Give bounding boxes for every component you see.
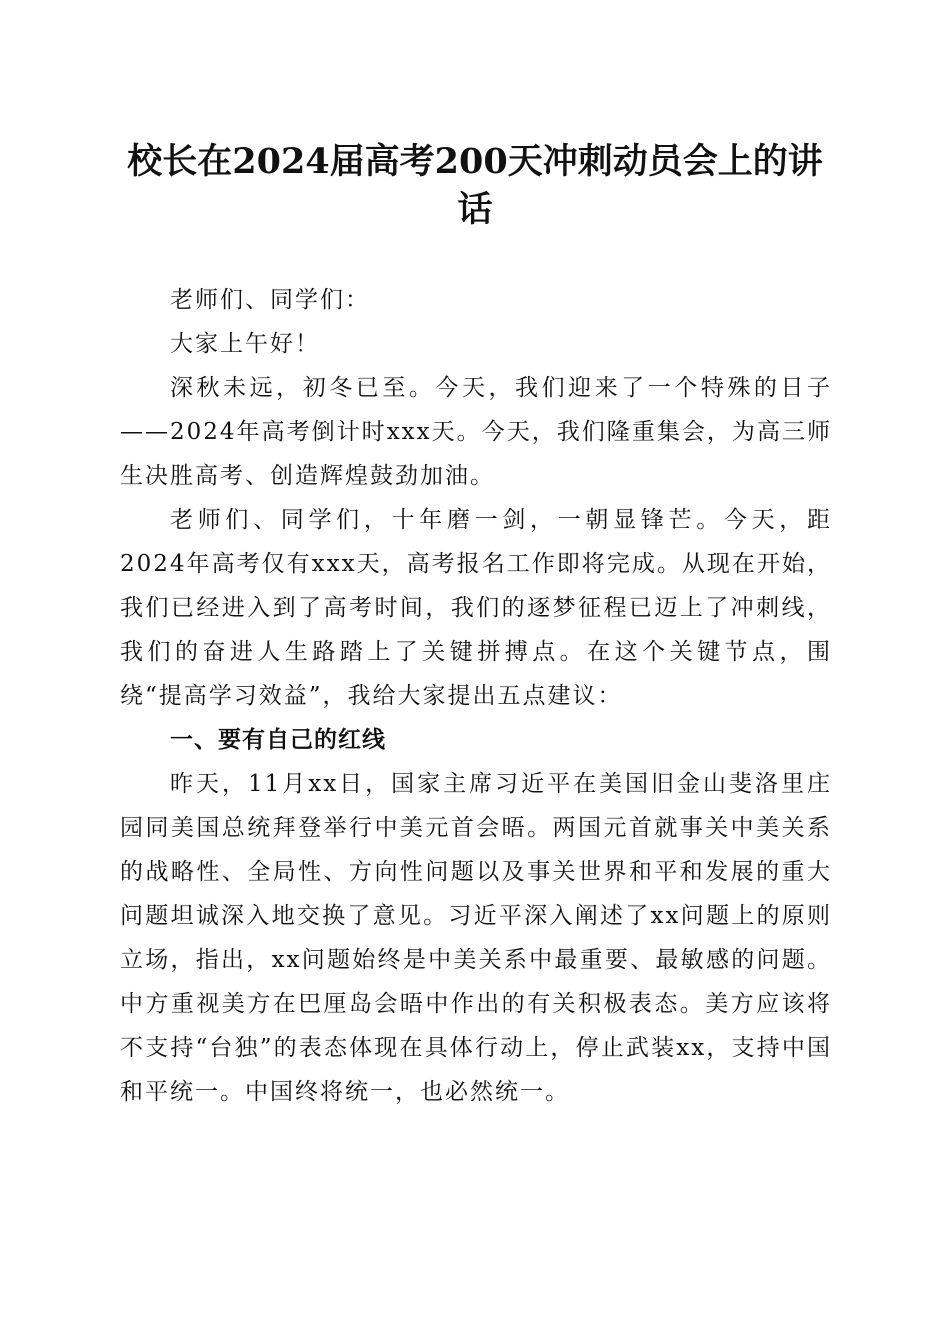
document-body <box>120 278 832 1114</box>
document-title: 校长在2024届高考200天冲刺动员会上的讲话 <box>127 141 823 230</box>
section-paragraph: 昨天，11月xx日，国家主席习近平在美国旧金山斐洛里庄园同美国总统拜登举行中美元首会晤。两国元首就事关中美关系的战略性、全局性、方向性问题以及事关世界和平和发展的重大问题坦诚深入地交换了意见。习近平深入阐述了xx问题上的原则立场，指出，xx问题始终是中美关系中最重要、最敏感的问题。中方重视美方在巴厘岛会晤中作出的有关积极表态。美方应该将不支持“台独”的表态体现在具体行动上，停止武装xx，支持中国和平统一。中国终将统一，也必然统一。 <box>120 771 832 1105</box>
greeting: 大家上午好！ <box>170 331 320 357</box>
paragraph-2: 老师们、同学们，十年磨一剑，一朝显锋芒。今天，距2024年高考仅有xxx天，高考报名工作即将完成。从现在开始，我们已经进入到了高考时间，我们的逐梦征程已迈上了冲刺线，我们的奋进人生路踏上了关键拼搏点。在这个关键节点，围绕“提高学习效益”，我给大家提出五点建议： <box>120 507 832 709</box>
salutation: 老师们、同学们： <box>170 287 370 313</box>
section-heading: 一、要有自己的红线 <box>170 727 386 753</box>
paragraph-1: 深秋未远，初冬已至。今天，我们迎来了一个特殊的日子——2024年高考倒计时xxx天。今天，我们隆重集会，为高三师生决胜高考、创造辉煌鼓劲加油。 <box>120 375 832 489</box>
